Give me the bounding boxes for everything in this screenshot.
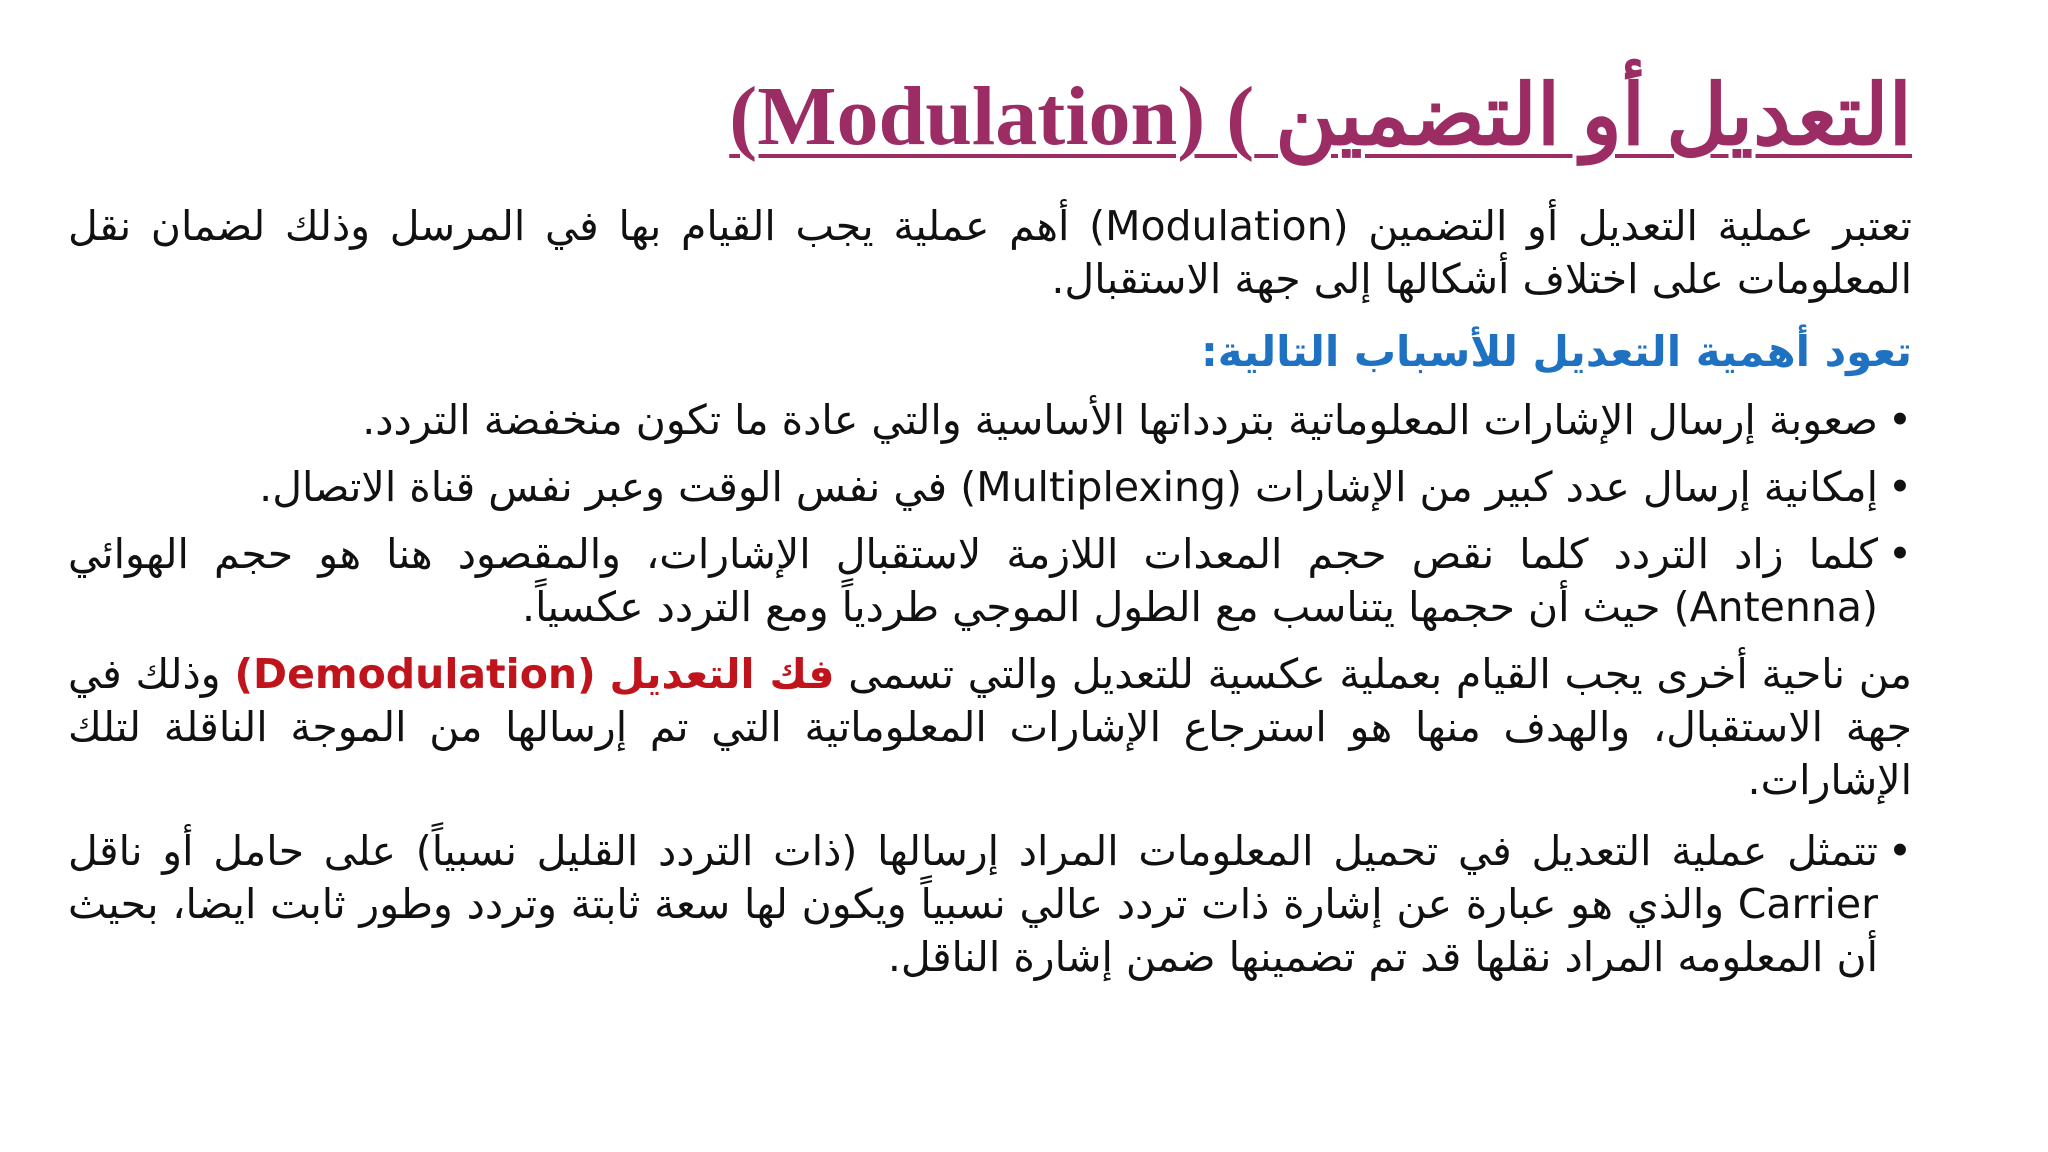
reason-3-term: (Antenna) [1673,583,1878,631]
intro-term: (Modulation) [1089,202,1349,250]
demodulation-paragraph [68,648,1912,807]
reason-2-text-end: في نفس الوقت وعبر نفس قناة الاتصال. [259,463,948,511]
reason-item-1 [68,394,1912,447]
reasons-list [68,394,1912,634]
detail-term: Carrier [1737,880,1878,928]
title-arabic: التعديل أو التضمين [1275,70,1912,163]
reason-3-text-start: كلما زاد التردد كلما نقص حجم المعدات اللازمة لاستقبال الإشارات، والمقصود هنا هو حجم الهوائي [68,530,1878,578]
detail-text-end: والذي هو عبارة عن إشارة ذات تردد عالي نسبياً ويكون لها سعة ثابتة وتردد وطور ثابت ايضا، بحيث أن المعلومه المراد نقلها قد تم تضمينها ضمن إشارة الناقل. [68,880,1878,981]
demod-text-start: من ناحية أخرى يجب القيام بعملية عكسية للتعديل والتي تسمى [848,650,1912,698]
intro-text-end: أهم عملية يجب القيام بها في المرسل وذلك لضمان نقل المعلومات على اختلاف أشكالها إلى جهة الاستقبال. [68,202,1912,303]
reason-2-term: (Multiplexing) [960,463,1242,511]
bullet-icon: • [1887,530,1912,578]
reason-item-2 [68,461,1912,514]
reason-1-text: صعوبة إرسال الإشارات المعلوماتية بتردداتها الأساسية والتي عادة ما تكون منخفضة التردد. [362,396,1878,444]
detail-text-start: تتمثل عملية التعديل في تحميل المعلومات المراد إرسالها (ذات التردد القليل نسبياً) على حامل أو ناقل [68,827,1878,875]
bullet-icon: • [1887,827,1912,875]
reason-item-3 [68,528,1912,634]
reason-2-text-start: إمكانية إرسال عدد كبير من الإشارات [1255,463,1878,511]
demod-text-end: وذلك في جهة الاستقبال، والهدف منها هو استرجاع الإشارات المعلوماتية التي تم إرسالها من الموجة الناقلة لتلك الإشارات. [68,650,1912,804]
modulation-detail-list [68,825,1912,984]
bullet-icon: • [1887,396,1912,444]
reasons-heading: تعود أهمية التعديل للأسباب التالية: [1200,327,1912,376]
detail-item-1 [68,825,1912,984]
bullet-icon: • [1887,463,1912,511]
title-english: (Modulation) ( [729,70,1255,163]
intro-text-start: تعتبر عملية التعديل أو التضمين [1368,202,1912,250]
intro-paragraph [68,200,1912,306]
demod-term: (Demodulation) [234,650,596,698]
slide-title [68,62,1912,172]
reason-3-text-end: حيث أن حجمها يتناسب مع الطول الموجي طردياً ومع التردد عكسياً. [522,583,1661,631]
demod-highlight: فك التعديل [609,650,835,698]
